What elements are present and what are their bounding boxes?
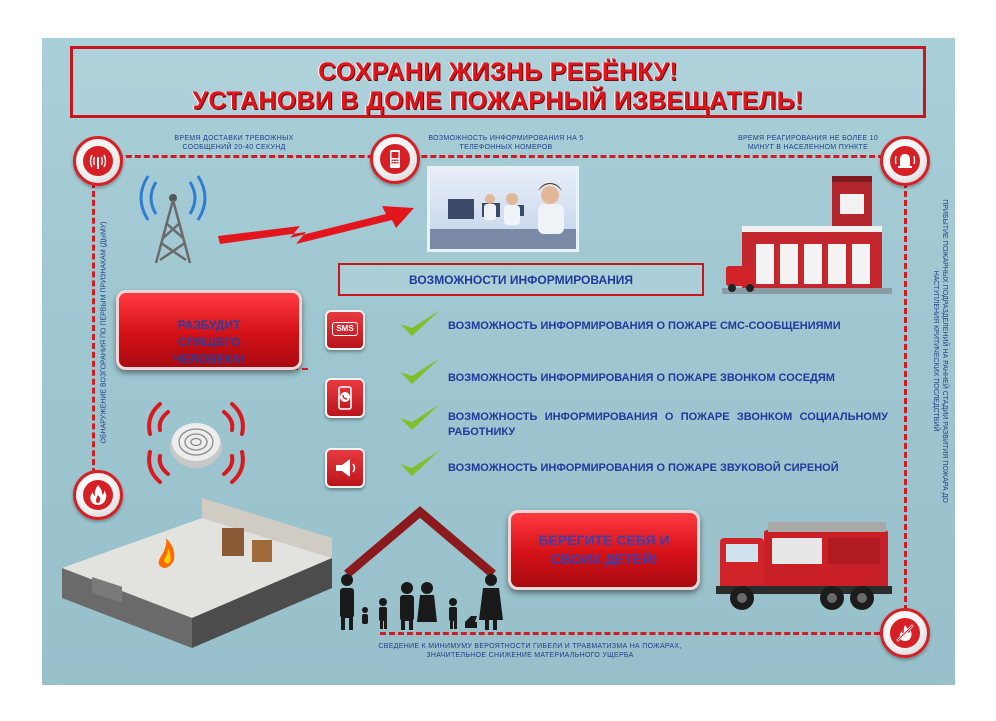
- check-icon: [398, 308, 442, 340]
- wake-person-badge: [116, 290, 302, 370]
- apartment-fire-image: [52, 498, 342, 658]
- take-care-badge: [508, 510, 700, 590]
- fire-station-image: [722, 168, 892, 298]
- caption-early-arrival: ПРИБЫТИЕ ПОЖАРНЫХ ПОДРАЗДЕЛЕНИЙ НА РАННЕЙ СТАДИИ РАЗВИТИЯ ПОЖАРА ДО НАСТУПЛЕНИЯ КРИТИЧЕСКИХ ПОСЛЕДСТВИЙ: [932, 199, 948, 503]
- title-box: [70, 46, 926, 118]
- smoke-detector-icon: [146, 398, 246, 488]
- check-icon: [398, 356, 442, 388]
- family-under-roof-image: [325, 504, 515, 634]
- caption-response-time: ВРЕМЯ РЕАГИРОВАНИЯ НЕ БОЛЕЕ 10 МИНУТ В НАСЕЛЕННОМ ПУНКТЕ: [737, 135, 879, 151]
- radio-tower-icon: [128, 168, 218, 268]
- feature-siren: ВОЗМОЖНОСТЬ ИНФОРМИРОВАНИЯ О ПОЖАРЕ ЗВУКОВОЙ СИРЕНОЙ: [448, 462, 839, 474]
- signal-arrow-icon: [216, 198, 416, 248]
- top-dashed-line: [90, 155, 902, 158]
- feature-social-worker: ВОЗМОЖНОСТЬ ИНФОРМИРОВАНИЯ О ПОЖАРЕ ЗВОНКОМ СОЦИАЛЬНОМУ РАБОТНИКУ: [448, 411, 888, 438]
- dispatch-operators-image: [427, 166, 579, 252]
- title-line-2: УСТАНОВИ В ДОМЕ ПОЖАРНЫЙ ИЗВЕЩАТЕЛЬ!: [192, 87, 804, 115]
- take-care-text: БЕРЕГИТЕ СЕБЯ И СВОИХ ДЕТЕЙ!: [538, 532, 670, 567]
- right-dashed-line: [904, 182, 907, 620]
- check-icon: [398, 448, 442, 480]
- fire-truck-image: [712, 508, 902, 618]
- poster: [42, 38, 955, 685]
- caption-minimize-damage: СВЕДЕНИЕ К МИНИМУМУ ВЕРОЯТНОСТИ ГИБЕЛИ И ТРАВМАТИЗМА НА ПОЖАРАХ, ЗНАЧИТЕЛЬНОЕ СНИЖЕНИЕ МАТЕРИАЛЬНОГО УЩЕРБА: [378, 643, 682, 659]
- caption-delivery-time: ВРЕМЯ ДОСТАВКИ ТРЕВОЖНЫХ СООБЩЕНИЙ 20-40 СЕКУНД: [174, 135, 294, 151]
- feature-neighbors: ВОЗМОЖНОСТЬ ИНФОРМИРОВАНИЯ О ПОЖАРЕ ЗВОНКОМ СОСЕДЯМ: [448, 372, 835, 384]
- section-title-box: [338, 263, 704, 296]
- caption-smoke-detection: ОБНАРУЖЕНИЕ ВОЗГОРАНИЯ ПО ПЕРВЫМ ПРИЗНАКАМ (ДЫМУ): [100, 221, 108, 444]
- signal-icon: [73, 136, 123, 186]
- feature-sms: ВОЗМОЖНОСТЬ ИНФОРМИРОВАНИЯ О ПОЖАРЕ СМС-СООБЩЕНИЯМИ: [448, 320, 841, 332]
- title-line-1: СОХРАНИ ЖИЗНЬ РЕБЁНКУ!: [318, 58, 678, 86]
- check-icon: [398, 402, 442, 434]
- sms-icon: SMS: [325, 310, 365, 350]
- caption-five-numbers: ВОЗМОЖНОСТЬ ИНФОРМИРОВАНИЯ НА 5 ТЕЛЕФОННЫХ НОМЕРОВ: [428, 135, 584, 151]
- wake-person-text: РАЗБУДИТ СПЯЩЕГО ЧЕЛОВЕКА!: [173, 318, 245, 366]
- megaphone-icon: [325, 448, 365, 488]
- mobile-phone-icon: [370, 134, 420, 184]
- phone-call-icon: [325, 378, 365, 418]
- left-dashed-line: [92, 182, 95, 492]
- section-title: ВОЗМОЖНОСТИ ИНФОРМИРОВАНИЯ: [408, 273, 634, 287]
